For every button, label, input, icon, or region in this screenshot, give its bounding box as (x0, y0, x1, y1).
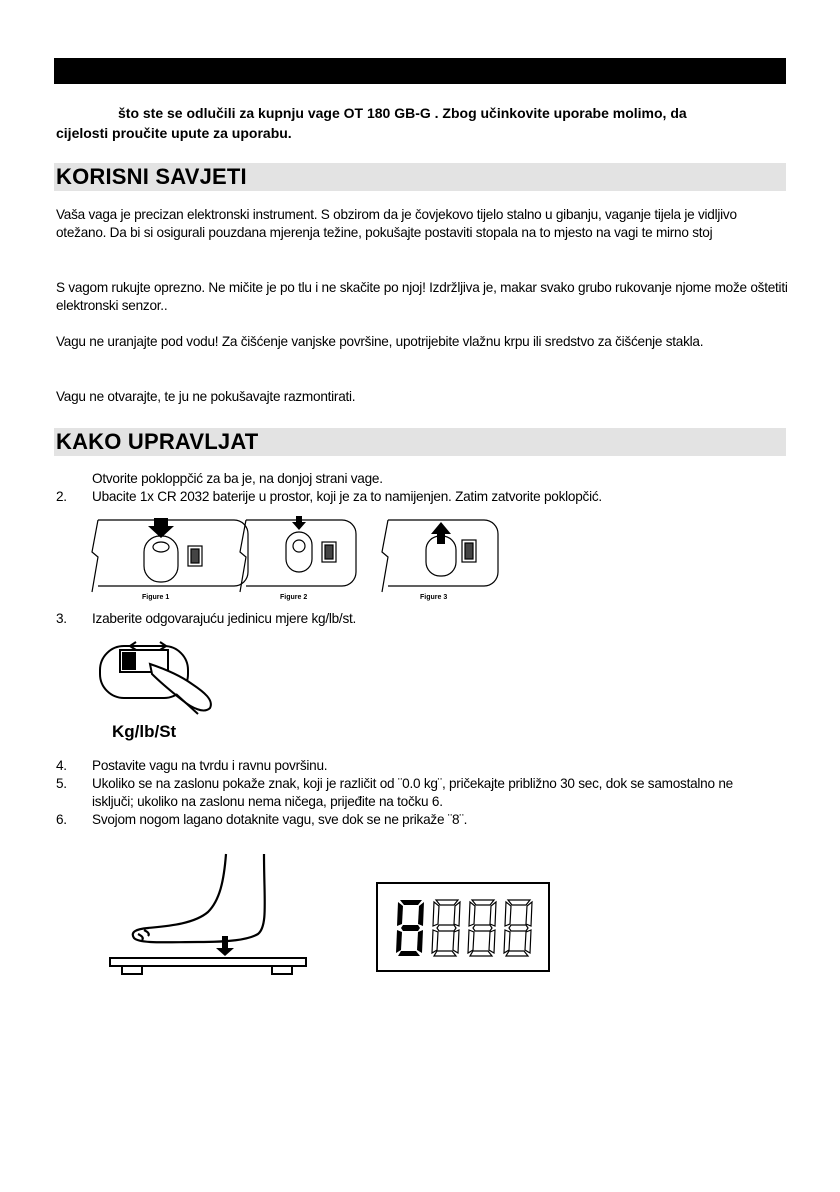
section-header-tips (54, 163, 786, 191)
intro-paragraph (56, 103, 786, 143)
step-number: 6. (56, 812, 67, 827)
digit-8-outline (468, 900, 496, 956)
foot-on-scale-illustration (108, 850, 318, 980)
unit-label: Kg/lb/St (112, 722, 177, 741)
step-text: Svojom nogom lagano dotaknite vagu, sve dok se ne prikaže ¨8¨. (92, 812, 468, 827)
step-number: 4. (56, 758, 67, 773)
figure-3-caption: Figure 3 (420, 594, 448, 601)
step-text: Postavite vagu na tvrdu i ravnu površinu. (92, 758, 328, 773)
tip-paragraph: Vagu ne otvarajte, te ju ne pokušavajte razmontirati. (56, 389, 356, 404)
section-header-usage (54, 428, 786, 456)
step-text: Izaberite odgovarajuću jedinicu mjere kg/lb/st. (92, 611, 357, 626)
section-title-usage: KAKO UPRAVLJAT (56, 429, 259, 454)
digit-8-outline (504, 900, 532, 956)
unit-switch-illustration (92, 634, 222, 744)
step-text: Otvorite pokloppčić za ba je, na donjoj strani vage. (92, 471, 383, 486)
step-number: 3. (56, 611, 67, 626)
arrow-up-icon (431, 522, 451, 544)
tip-paragraph: Vaša vaga je precizan elektronski instrument. S obzirom da je čovjekovo tijelo stalno u gibanju, vaganje tijela je vidljivo otežano. Da bi si osigurali pouzdana mjerenja težine, pokušajte postaviti stopala na to mjesto na vagi te mirno stoj (56, 207, 737, 240)
tip-paragraph: Vagu ne uranjajte pod vodu! Za čišćenje vanjske površine, upotrijebite vlažnu krpu ili sredstvo za čišćenje stakla. (56, 334, 704, 349)
arrow-down-icon (216, 936, 234, 956)
digit-8-outline (432, 900, 460, 956)
digit-8-filled (396, 900, 424, 956)
step-number: 2. (56, 489, 67, 504)
intro-line-2: cijelosti proučite upute za uporabu. (56, 125, 292, 141)
figure-1-caption: Figure 1 (142, 594, 170, 601)
section-title-tips: KORISNI SAVJETI (56, 164, 247, 189)
step-text: Ubacite 1x CR 2032 baterije u prostor, koji je za to namijenjen. Zatim zatvorite poklopčić. (92, 489, 602, 504)
step-number: 5. (56, 776, 67, 791)
double-arrow-icon (130, 642, 166, 650)
figure-2-caption: Figure 2 (280, 594, 308, 601)
arrow-down-icon (148, 518, 174, 538)
battery-figures-illustration (84, 512, 514, 604)
tip-paragraph: S vagom rukujte oprezno. Ne mičite je po tlu i ne skačite po njoj! Izdržljiva je, makar svako grubo rukovanje njome može oštetiti elektronski senzor.. (56, 280, 788, 313)
arrow-down-icon (292, 516, 306, 530)
intro-line-1: što ste se odlučili za kupnju vage OT 180 GB-G . Zbog učinkovite uporabe molimo, da (118, 105, 687, 121)
header-bar (54, 58, 786, 84)
scale-display-illustration (376, 882, 550, 972)
step-text: Ukoliko se na zaslonu pokaže znak, koji je različit od ¨0.0 kg¨, pričekajte približno 30 sec, dok se samostalno ne isključi; ukoliko na zaslonu nema ničega, prijeđite na točku 6. (92, 776, 733, 809)
